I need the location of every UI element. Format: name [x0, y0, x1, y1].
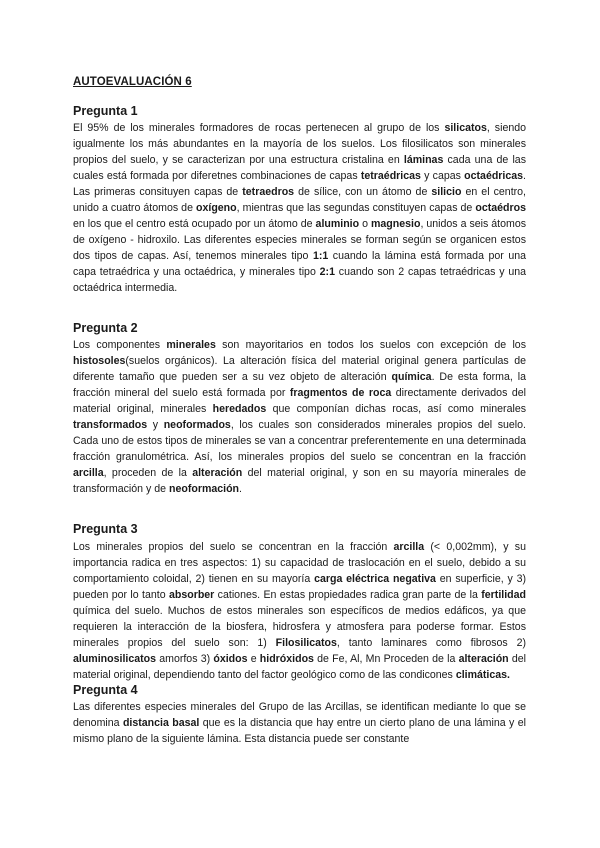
question-3-heading: Pregunta 3	[73, 522, 138, 536]
emphasis-term: química	[391, 371, 432, 383]
emphasis-term: octaédros	[475, 202, 527, 214]
emphasis-term: octaédricas	[464, 170, 524, 182]
emphasis-term: silicatos	[444, 122, 487, 134]
emphasis-term: distancia basal	[122, 717, 200, 729]
emphasis-term: magnesio	[370, 218, 421, 230]
emphasis-term: tetraédricas	[360, 170, 421, 182]
emphasis-term: arcilla	[73, 467, 104, 479]
emphasis-term: aluminio	[315, 218, 360, 230]
emphasis-term: Filosilicatos	[275, 637, 337, 649]
emphasis-term: alteración	[192, 467, 243, 479]
emphasis-term: arcilla	[393, 541, 425, 553]
emphasis-term: neoformados	[163, 419, 231, 431]
question-2-heading: Pregunta 2	[73, 321, 138, 335]
emphasis-term: fertilidad	[481, 589, 526, 601]
question-1-body: El 95% de los minerales formadores de rocas pertenecen al grupo de los silicatos, siendo igualmente los más abundantes en la mayoría de los suelos. Los filosilicatos son minerales propios del suelo, y se caracterizan por una estructura cristalina en láminas cada una de las cuales está formada por diferetnes combinaciones de capas tetraédricas y capas octaédricas. Las primeras consituyen capas de tetraedros de sílice, con un átomo de silicio en el centro, unido a cuatro átomos de oxígeno, mientras que las segundas constituyen capas de octaédros en los que el centro está ocupado por un átomo de aluminio o magnesio, unidos a seis átomos de oxígeno - hidroxilo. Las diferentes especies minerales se forman según se organicen estos dos tipos de capas. Así, tenemos minerales tipo 1:1 cuando la lámina está formada por una capa tetraédrica y una octaédrica, y minerales tipo 2:1 cuando son 2 capas tetraédricas y una octaédrica intermedia.	[73, 122, 527, 294]
question-4-body: Las diferentes especies minerales del Grupo de las Arcillas, se identifican mediante lo que se denomina distancia basal que es la distancia que hay entre un cierto plano de una lámina y el mismo plano de la siguiente lámina. Esta distancia puede ser constante	[73, 701, 526, 745]
emphasis-term: minerales	[166, 339, 216, 351]
emphasis-term: transformados	[73, 419, 148, 431]
question-3-body: Los minerales propios del suelo se concentran en la fracción arcilla (< 0,002mm), y su importancia radica en tres aspectos: 1) su capacidad de traslocación en el suelo, debido a su comportamiento coloidal, 2) tienen en su mayoría carga eléctrica negativa en superficie, y 3) pueden por lo tanto absorber cationes. En estas propiedades radica gran parte de la fertilidad química del suelo. Muchos de estos minerales son específicos de medios edáficos, ya que requieren la interacción de la biosfera, hidrosfera y atmosfera para poderse formar. Estos minerales propios del suelo son: 1) Filosilicatos, tanto laminares como fibrosos 2) aluminosilicatos amorfos 3) óxidos e hidróxidos de Fe, Al, Mn Proceden de la alteración del material original, dependiendo tanto del factor geológico como de las condicones climáticas.	[73, 541, 526, 681]
emphasis-term: oxígeno	[196, 202, 237, 214]
emphasis-term: heredados	[212, 403, 267, 415]
emphasis-term: tetraedros	[242, 186, 295, 198]
emphasis-term: hidróxidos	[259, 653, 314, 665]
emphasis-term: carga eléctrica negativa	[314, 573, 436, 585]
emphasis-term: aluminosilicatos	[73, 653, 157, 665]
emphasis-term: absorber	[168, 589, 215, 601]
emphasis-term: climáticas.	[455, 669, 510, 681]
emphasis-term: 1:1	[312, 250, 329, 262]
emphasis-term: 2:1	[319, 266, 335, 278]
question-1-heading: Pregunta 1	[73, 104, 138, 118]
emphasis-term: fragmentos de roca	[289, 387, 392, 399]
document-title: AUTOEVALUACIÓN 6	[73, 76, 192, 88]
emphasis-term: histosoles	[73, 355, 126, 367]
question-4-heading: Pregunta 4	[73, 683, 138, 697]
question-2-body: Los componentes minerales son mayoritarios en todos los suelos con excepción de los histosoles(suelos orgánicos). La alteración física del material original genera partículas de diferente tamaño que pueden ser a su vez objeto de alteración química. De esta forma, la fracción mineral del suelo está formada por fragmentos de roca directamente derivados del material original, minerales heredados que componían dichas rocas, así como minerales transformados y neoformados, los cuales son considerados minerales propios del suelo. Cada uno de estos tipos de minerales se van a concentrar preferentemente en una determinada fracción granulométrica. Así, los minerales propios del suelo se concentran en la fracción arcilla, proceden de la alteración del material original, y son en su mayoría minerales de transformación y de neoformación.	[73, 339, 527, 495]
emphasis-term: neoformación	[168, 483, 240, 495]
emphasis-term: silicio	[431, 186, 462, 198]
emphasis-term: óxidos	[213, 653, 248, 665]
emphasis-term: alteración	[458, 653, 509, 665]
emphasis-term: láminas	[403, 154, 444, 166]
